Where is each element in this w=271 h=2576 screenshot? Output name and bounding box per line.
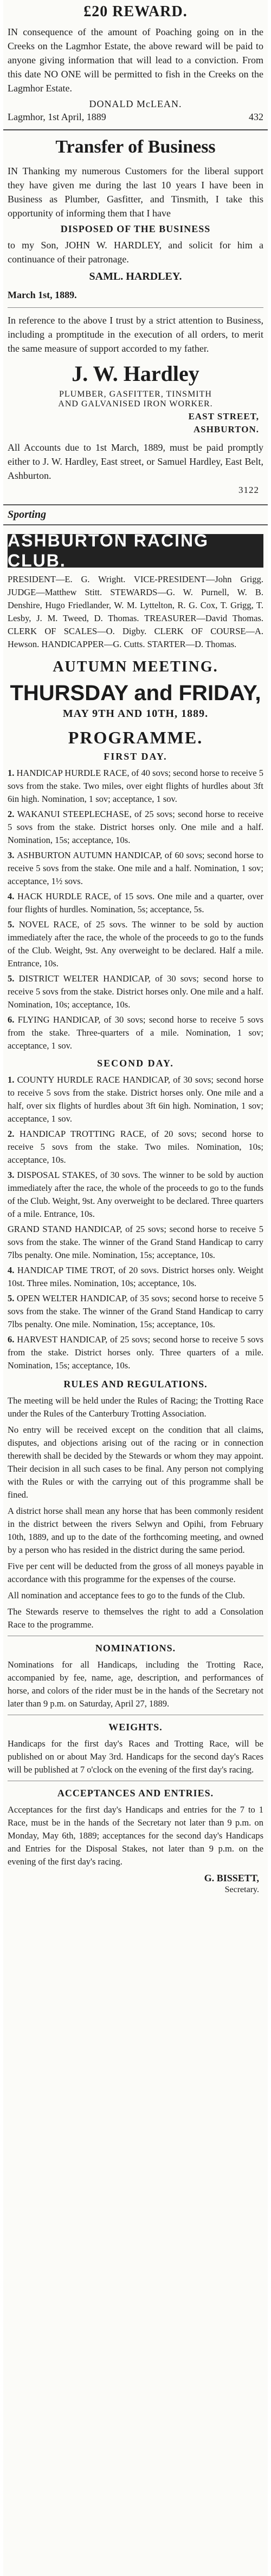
reward-dateline — [8, 110, 263, 124]
divider — [8, 307, 263, 308]
acceptances-heading: ACCEPTANCES AND ENTRIES. — [57, 1788, 214, 1798]
nominations-heading: NOMINATIONS. — [95, 1643, 176, 1653]
acceptances-text: Acceptances for the first day's Handicaps and entries for the 7 to 1 Race, must be in the hands of the Secretary not later than 9 p.m. on Monday, May 6th, 1889; acceptances for the second day's Handicaps and Entries for the Disposal Stakes, not later than 9 p.m. on the evening of the first day's racing. — [8, 1804, 263, 1867]
racing-programme — [3, 573, 268, 1895]
reward-body: IN consequence of the amount of Poaching going on in the Creeks on the Lagmhor Estate, the above reward will be paid to anyone giving information that will lead to a conviction. From this date NO ONE will be permitted to fish in the Creeks on the Lagmhor Estate. — [8, 27, 263, 94]
race-entry: 3. DISPOSAL STAKES, of 30 sovs. The winner to be sold by auction immediately after the race, the whole of the proceeds to go to the funds of the Club. Weight, 9st. Any overweight to be declared. Three quarters of a mile. Entrance, 10s. — [8, 1170, 263, 1219]
second-day-races — [8, 1073, 263, 1372]
club-officers: PRESIDENT—E. G. Wright. VICE-PRESIDENT—John Grigg. JUDGE—Matthew Stitt. STEWARDS—G. W. Purnell, W. B. Denshire, Hugo Friedlander, W. M. Lyttelton, R. G. Cox, T. Grigg, T. Lesby, J. M. Tweed, D. Thomas. TREASURER—David Thomas. CLERK OF SCALES—O. Digby. CLERK OF COURSE—A. Hewson. HANDICAPPER—G. Cutts. STARTER—D. Thomas. — [8, 574, 263, 649]
divider — [3, 129, 268, 130]
hardley-trade-1: PLUMBER, GASFITTER, TINSMITH — [59, 390, 212, 399]
rule-item: No entry will be received except on the condition that all claims, disputes, and objections arising out of the racing or in connection therewith shall be decided by the Stewards or whom they may appoint. Their decision in all such cases to be final. Any person not complying with the Rules or with the carrying out of this programme shall be fined. — [8, 1425, 263, 1500]
nominations-text: Nominations for all Handicaps, including the Trotting Race, accompanied by fee, name, age, description, and performances of horse, and colors of the rider must be in the hands of the Secretary not later than 9 p.m. on Saturday, April 27, 1889. — [8, 1659, 263, 1709]
transfer-body2: to my Son, JOHN W. HARDLEY, and solicit for him a continuance of their patronage. — [8, 240, 263, 265]
rule-item: A district horse shall mean any horse that has been commonly resident in the district between the rivers Selwyn and Opihi, from February 10th, 1889, and up to the date of the forthcoming meeting, and owned by a person who has resided in the district during the same period. — [8, 1506, 263, 1555]
hardley-accounts: All Accounts due to 1st March, 1889, must be paid promptly either to J. W. Hardley, East street, or Samuel Hardley, East Belt, Ashburton. — [8, 442, 263, 481]
race-entry: 1. COUNTY HURDLE RACE HANDICAP, of 30 sovs; second horse to receive 5 sovs from the stake. District horses only. One mile and a half, over six flights of hurdles about 3ft 6in high. Nomination, 1 sov; acceptance, 1 sov. — [8, 1075, 264, 1124]
race-entry: 4. HANDICAP TIME TROT, of 20 sovs. District horses only. Weight 10st. Three miles. Nomination, 10s; acceptance, 10s. — [8, 1265, 264, 1288]
hardley-street: EAST STREET, — [188, 411, 259, 421]
first-day-heading: FIRST DAY. — [104, 751, 167, 762]
transfer-signature: SAML. HARDLEY. — [89, 271, 182, 282]
race-entry: 2. HANDICAP TROTTING RACE, of 20 sovs; second horse to receive 5 sovs from the stake. Two miles. Nomination, 10s; acceptance, 10s. — [8, 1129, 264, 1165]
rules-heading: RULES AND REGULATIONS. — [63, 1379, 208, 1389]
meeting-title: AUTUMN MEETING. — [53, 658, 218, 675]
hardley-name: J. W. Hardley — [72, 361, 199, 386]
reward-ref: 432 — [249, 111, 263, 122]
racing-club-banner: ASHBURTON RACING CLUB. — [8, 534, 263, 568]
hardley-intro: In reference to the above I trust by a strict attention to Business, including a promptitude in the execution of all orders, to merit the same measure of support accorded to my father. — [8, 315, 263, 354]
sporting-section-label: Sporting — [3, 504, 268, 525]
race-entry: GRAND STAND HANDICAP, of 25 sovs; second horse to receive 5 sovs from the stake. The winner of the Grand Stand Handicap to carry 7lbs penalty. One mile. Nomination, 15s; acceptance, 10s. — [8, 1224, 263, 1260]
second-day-heading: SECOND DAY. — [97, 1058, 174, 1069]
rule-item: The meeting will be held under the Rules of Racing; the Trotting Race under the Rules of the Canterbury Trotting Association. — [8, 1395, 263, 1419]
reward-notice — [3, 3, 268, 124]
secretary-name: G. BISSETT, — [204, 1873, 259, 1883]
weights-heading: WEIGHTS. — [108, 1722, 163, 1732]
programme-heading: PROGRAMME. — [68, 728, 203, 747]
newspaper-column — [3, 0, 268, 2576]
race-entry: 3. ASHBURTON AUTUMN HANDICAP, of 60 sovs; second horse to receive 5 sovs from the stake. One mile and a half. Nomination, 1 sov; acceptance, 1½ sovs. — [8, 850, 263, 886]
race-entry: 5. DISTRICT WELTER HANDICAP, of 30 sovs; second horse to receive 5 sovs from the stake. District horses only. One mile and a half. Nomination, 10s; acceptance, 10s. — [8, 973, 264, 1010]
rule-item: The Stewards reserve to themselves the right to add a Consolation Race to the programme. — [8, 1606, 263, 1630]
race-entry: 4. HACK HURDLE RACE, of 15 sovs. One mile and a quarter, over four flights of hurdles. Nomination, 5s; acceptance, 5s. — [8, 891, 264, 914]
reward-place-date: Lagmhor, 1st April, 1889 — [8, 111, 106, 122]
rule-item: All nomination and acceptance fees to go to the funds of the Club. — [8, 1590, 245, 1600]
race-entry: 5. OPEN WELTER HANDICAP, of 35 sovs; second horse to receive 5 sovs from the stake. The winner of the Grand Stand Handicap to carry 7lbs penalty. One mile. Nomination, 15s; acceptance, 10s. — [8, 1293, 263, 1329]
transfer-heading: Transfer of Business — [55, 137, 216, 157]
race-entry: 6. HARVEST HANDICAP, of 25 sovs; second horse to receive 5 sovs from the stake. District horses only. Three quarters of a mile. Nomination, 15s; acceptance, 10s. — [8, 1334, 264, 1371]
reward-title: £20 REWARD. — [83, 3, 188, 20]
hardley-town: ASHBURTON. — [193, 424, 259, 434]
weights-text: Handicaps for the first day's Races and Trotting Race, will be published on or about May 3rd. Handicaps for the second day's Races will be published at 7 o'clock on the evening of the first day's racing. — [8, 1738, 263, 1775]
secretary-role: Secretary. — [224, 1885, 259, 1894]
hardley-trade-2: AND GALVANISED IRON WORKER. — [58, 399, 213, 409]
hardley-notice — [3, 313, 268, 496]
race-entry: 6. FLYING HANDICAP, of 30 sovs; second horse to receive 5 sovs from the stake. Three-quarters of a mile. Nomination, 1 sov; acceptance, 1 sov. — [8, 1014, 263, 1051]
meeting-days: THURSDAY and FRIDAY, — [10, 681, 261, 705]
race-entry: 1. HANDICAP HURDLE RACE, of 40 sovs; second horse to receive 5 sovs from the stake. Two miles, over eight flights of hurdles about 3ft 6in high. Nomination, 1 sov; acceptance, 1 sov. — [8, 768, 264, 804]
first-day-races — [8, 767, 263, 1052]
transfer-disposed: DISPOSED OF THE BUSINESS — [60, 223, 211, 234]
race-entry: 5. NOVEL RACE, of 25 sovs. The winner to be sold by auction immediately after the race, the whole of the proceeds to go to the funds of the Club. Weight, 9st. Any overweight to be declared. Half a mile. Entrance, 10s. — [8, 919, 263, 969]
transfer-notice — [3, 137, 268, 301]
hardley-ref: 3122 — [238, 485, 259, 495]
reward-signature: DONALD McLEAN. — [89, 98, 182, 109]
rules-list — [8, 1394, 263, 1631]
race-entry: 2. WAKANUI STEEPLECHASE, of 25 sovs; second horse to receive 5 sovs from the stake. District horses only. One mile and a half. Nomination, 15s; acceptance, 10s. — [8, 809, 263, 845]
transfer-date: March 1st, 1889. — [8, 289, 77, 300]
rule-item: Five per cent will be deducted from the gross of all moneys payable in accordance with this programme for the expenses of the course. — [8, 1561, 263, 1584]
transfer-body: IN Thanking my numerous Customers for the liberal support they have given me during the last 10 years I have been in Business as Plumber, Gasfitter, and Tinsmith, I take this opportunity of informing them that I have — [8, 166, 263, 219]
meeting-dates: MAY 9TH AND 10TH, 1889. — [62, 708, 209, 720]
